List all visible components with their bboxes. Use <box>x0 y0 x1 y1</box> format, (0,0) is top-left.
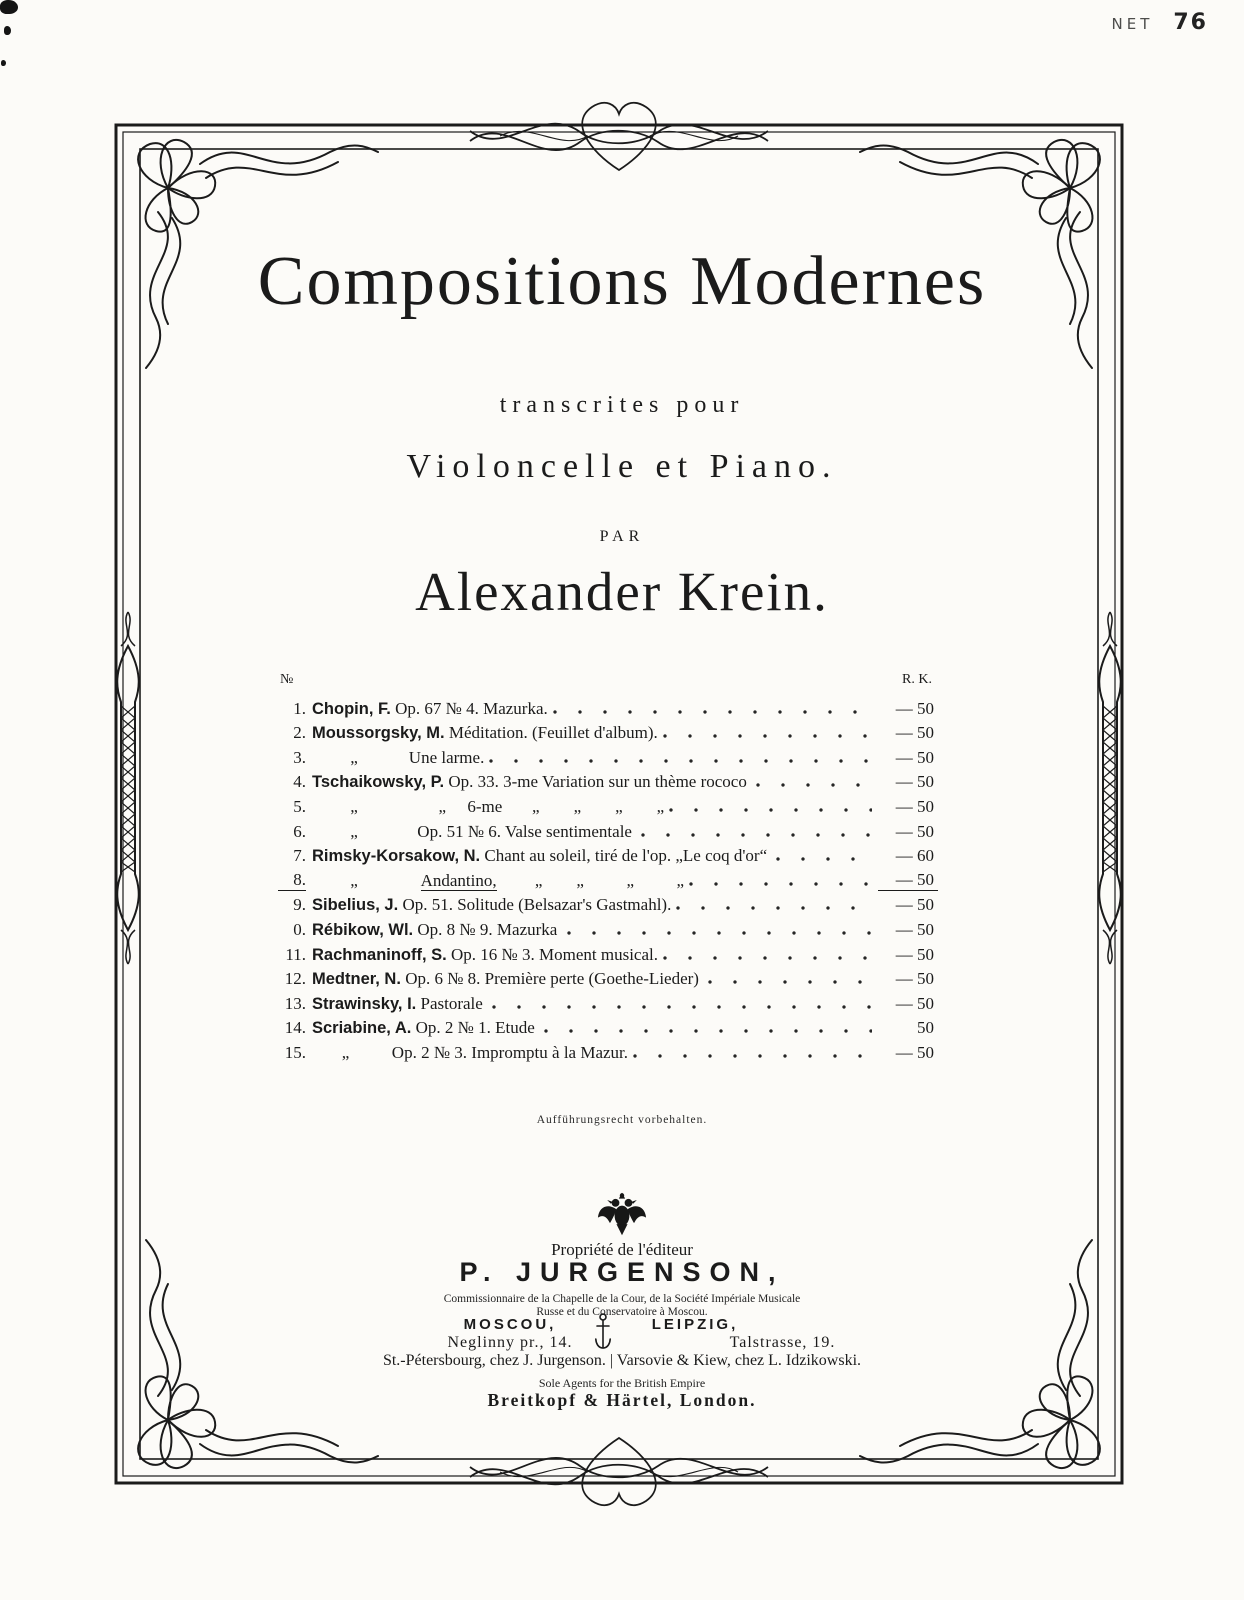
composer-name: Rimsky-Korsakow, N. <box>312 847 481 866</box>
catalog-row-number: 3. <box>293 747 306 767</box>
net-label: NET <box>1111 15 1154 33</box>
catalog-row <box>278 842 938 867</box>
catalog-row <box>278 866 938 891</box>
composer-name: Strawinsky, I. <box>312 994 417 1013</box>
catalog-row <box>278 891 938 916</box>
dot-leader <box>755 781 872 788</box>
price-value: — 50 <box>895 1042 934 1062</box>
catalog-row-text <box>312 920 562 940</box>
catalog-row <box>278 1014 938 1039</box>
price-value: — 60 <box>895 846 934 866</box>
work-title-underlined: Andantino, <box>420 870 497 890</box>
dot-leader <box>491 1003 872 1010</box>
catalog-row-text <box>312 748 484 768</box>
work-title: Op. 33. 3-me Variation sur un thème rococo <box>444 772 752 792</box>
catalog-row <box>278 989 938 1014</box>
catalog-row-number: 11. <box>285 944 306 964</box>
price-value: — 50 <box>895 747 934 767</box>
catalog-row-number: 14. <box>284 1018 306 1038</box>
composer-name: Chopin, F. <box>312 699 391 718</box>
catalog-row-number: 1. <box>293 698 306 718</box>
catalog-row-text <box>312 846 771 866</box>
catalog-row-number: 12. <box>284 969 306 989</box>
catalog-row-text <box>312 994 487 1014</box>
price-value: — 50 <box>895 723 934 743</box>
dot-leader <box>775 855 872 862</box>
catalog-row-text <box>312 969 703 989</box>
dot-leader <box>488 757 872 764</box>
composer-name: Rachmaninoff, S. <box>312 945 447 964</box>
price-value: — 50 <box>895 796 934 816</box>
work-title: Pastorale <box>416 993 488 1013</box>
work-title: Op. 6 № 8. Première perte (Goethe-Lieder) <box>400 969 704 989</box>
subtitle-transcription: transcrites pour <box>499 392 745 418</box>
composer-name: Sibelius, J. <box>312 896 399 915</box>
catalog-row-number: 0. <box>293 919 306 939</box>
imperial-eagle-icon <box>595 1188 649 1238</box>
pencil-stamp <box>1112 10 1209 35</box>
commission-line-1: Commissionnaire de la Chapelle de la Cour, de la Société Impériale Musicale <box>443 1293 801 1305</box>
price-value: — 50 <box>895 821 934 841</box>
work-title: Op. 2 № 1. Etude <box>411 1018 539 1038</box>
catalog-row <box>278 743 938 768</box>
catalog-row-number: 8. <box>278 870 306 891</box>
catalog-row-text <box>312 699 548 719</box>
commission-line-2: Russe et du Conservatoire à Moscou. <box>536 1306 708 1318</box>
plate-number: 76 <box>1173 10 1208 35</box>
catalog-row-number: 9. <box>293 895 306 915</box>
work-title: „ Op. 2 № 3. Impromptu à la Mazur. <box>312 1042 629 1062</box>
work-title: „ <box>312 870 421 890</box>
byline-par: PAR <box>599 528 645 545</box>
price-value: — 50 <box>895 944 934 964</box>
catalog-row <box>278 768 938 793</box>
work-title: Méditation. (Feuillet d'album). <box>444 723 658 743</box>
dot-leader <box>640 831 872 838</box>
price-value: — 50 <box>878 870 938 891</box>
agents-line: St.-Pétersbourg, chez J. Jurgenson. | Varsovie & Kiew, chez L. Idzikowski. <box>382 1352 862 1369</box>
catalog-table <box>278 672 938 1063</box>
catalog-row <box>278 1038 938 1063</box>
work-title: „ „ 6-me „ „ „ „ <box>312 796 665 816</box>
work-title: Op. 51. Solitude (Belsazar's Gastmahl). <box>398 895 672 915</box>
catalog-row <box>278 965 938 990</box>
catalog-row-number: 7. <box>293 846 306 866</box>
british-agent: Breitkopf & Härtel, London. <box>487 1390 757 1410</box>
composer-name: Medtner, N. <box>312 970 401 989</box>
catalog-row <box>278 915 938 940</box>
catalog-row-number: 2. <box>293 723 306 743</box>
dot-leader <box>688 880 872 887</box>
composer-name: Tschaikowsky, P. <box>312 773 445 792</box>
catalog-row-text <box>312 797 664 817</box>
catalog-row-text <box>312 1018 539 1038</box>
dot-leader <box>552 708 872 715</box>
catalog-row-number: 5. <box>293 796 306 816</box>
header-price-currency: R. K. <box>902 672 932 687</box>
price-value: — 50 <box>895 919 934 939</box>
catalog-row-text <box>312 822 636 842</box>
catalog-row <box>278 792 938 817</box>
composer-author: Alexander Krein. <box>415 561 829 622</box>
price-value: — 50 <box>895 969 934 989</box>
catalog-row-number: 4. <box>293 772 306 792</box>
catalog-row-text <box>312 945 658 965</box>
price-value: — 50 <box>895 993 934 1013</box>
catalog-row <box>278 719 938 744</box>
rights-notice: Aufführungsrecht vorbehalten. <box>536 1114 708 1126</box>
dot-leader <box>675 904 872 911</box>
page-title: Compositions Modernes <box>257 243 987 320</box>
catalog-row-text <box>312 871 684 891</box>
catalog-row-number: 6. <box>293 821 306 841</box>
catalog-row <box>278 940 938 965</box>
work-title: Op. 8 № 9. Mazurka <box>413 919 562 939</box>
city-leipzig: LEIPZIG, <box>651 1316 739 1333</box>
composer-name: Scriabine, A. <box>312 1019 412 1038</box>
catalog-header <box>278 672 938 694</box>
dot-leader <box>662 732 872 739</box>
publisher-name: P. JURGENSON, <box>459 1257 785 1287</box>
dot-leader <box>566 929 872 936</box>
dot-leader <box>632 1052 872 1059</box>
catalog-row-text <box>312 895 671 915</box>
composer-name: Moussorgsky, M. <box>312 724 445 743</box>
catalog-row-number: 15. <box>284 1042 306 1062</box>
catalog-row-text <box>312 1043 628 1063</box>
price-value: — 50 <box>895 698 934 718</box>
price-value: — 50 <box>895 895 934 915</box>
work-title: „ Op. 51 № 6. Valse sentimentale <box>312 821 637 841</box>
work-title: „ Une larme. <box>312 747 485 767</box>
catalog-row-text <box>312 723 658 743</box>
work-title: Op. 16 № 3. Moment musical. <box>446 944 658 964</box>
work-title: Chant au soleil, tiré de l'op. „Le coq d'or“ <box>480 846 772 866</box>
dot-leader <box>668 806 872 813</box>
dot-leader <box>543 1027 872 1034</box>
address-moscow: Neglinny pr., 14. <box>447 1334 573 1351</box>
header-number-sign: № <box>280 672 294 687</box>
city-moscow: MOSCOU, <box>463 1316 557 1333</box>
work-title-dittos: „ „ „ „ <box>496 870 685 890</box>
sole-agents-line: Sole Agents for the British Empire <box>538 1376 706 1390</box>
address-leipzig: Talstrasse, 19. <box>729 1334 836 1351</box>
catalog-rows <box>278 694 938 1063</box>
catalog-row <box>278 694 938 719</box>
catalog-row-number: 13. <box>284 993 306 1013</box>
composer-name: Rébikow, Wl. <box>312 920 414 939</box>
catalog-row <box>278 817 938 842</box>
price-value: 50 <box>917 1018 934 1038</box>
property-line: Propriété de l'éditeur <box>551 1240 693 1259</box>
catalog-row-text <box>312 772 751 792</box>
work-title: Op. 67 № 4. Mazurka. <box>390 698 548 718</box>
price-value: — 50 <box>895 772 934 792</box>
dot-leader <box>707 978 872 985</box>
dot-leader <box>662 954 872 961</box>
subtitle-instrumentation: Violoncelle et Piano. <box>406 448 838 485</box>
